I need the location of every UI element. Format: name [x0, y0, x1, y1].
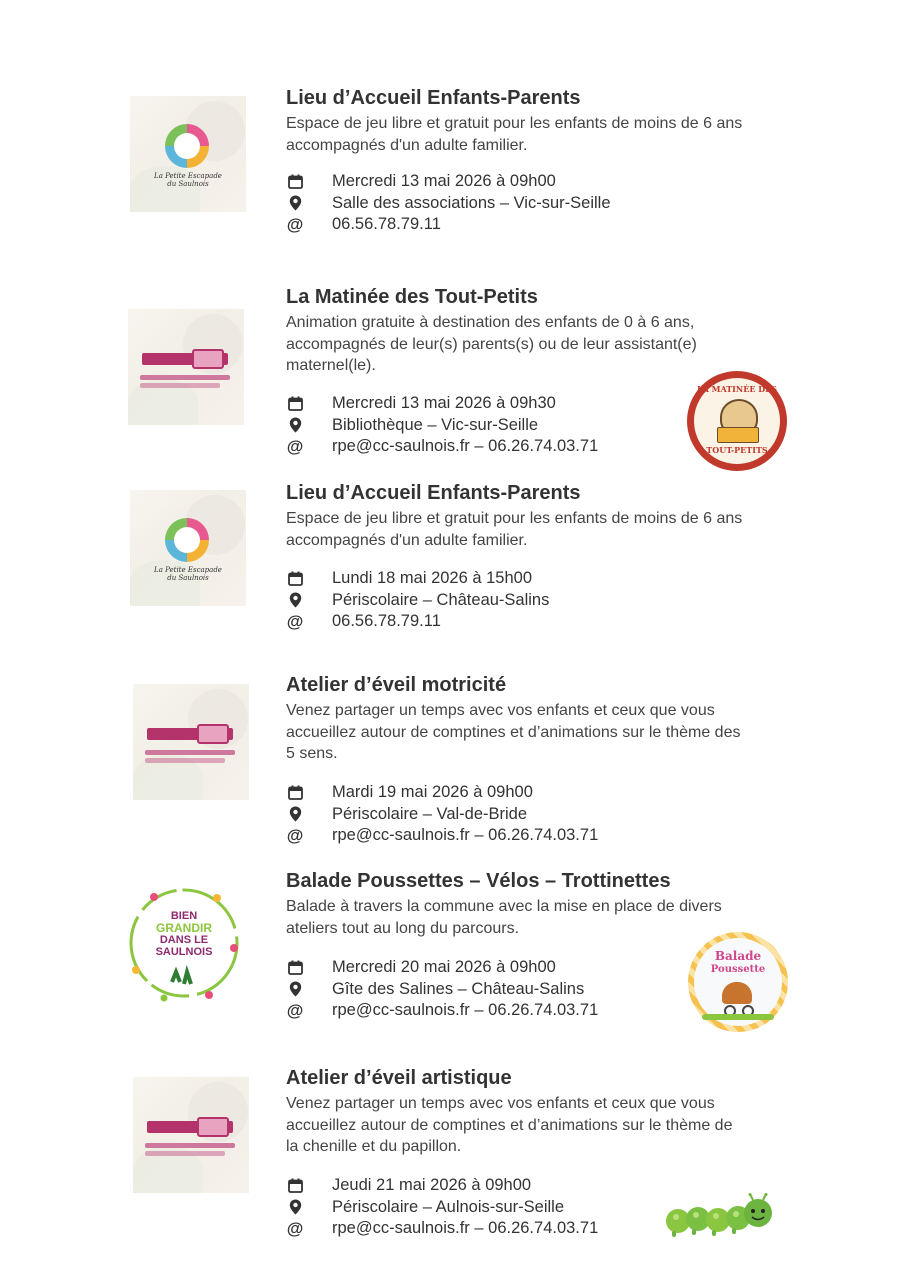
event-4 — [286, 673, 798, 845]
event-title: Atelier d’éveil motricité — [286, 674, 507, 696]
event-description: Venez partager un temps avec vos enfants et ceux que vous accueillez autour de comptines et d’animations sur le thème des 5 sens. — [286, 702, 741, 762]
event-place: Périscolaire – Val-de-Bride — [286, 804, 766, 826]
map-pin-icon — [286, 193, 304, 214]
map-pin-icon — [286, 1197, 304, 1218]
lape-logo — [165, 518, 209, 562]
event-title: Lieu d’Accueil Enfants-Parents — [286, 482, 581, 504]
map-pin-icon — [286, 415, 304, 436]
at-icon: @ — [286, 611, 304, 631]
event-description: Espace de jeu libre et gratuit pour les enfants de moins de 6 ans accompagnés d'un adulte familier. — [286, 115, 743, 154]
rpe-thumbnail — [133, 684, 249, 800]
event-date: Mercredi 13 mai 2026 à 09h30 — [286, 393, 766, 415]
at-icon: @ — [286, 436, 304, 456]
event-date: Lundi 18 mai 2026 à 15h00 — [286, 568, 766, 590]
event-date: Mercredi 20 mai 2026 à 09h00 — [286, 957, 766, 979]
event-contact: @ rpe@cc-saulnois.fr – 06.26.74.03.71 — [286, 1000, 599, 1020]
map-pin-icon — [286, 590, 304, 611]
event-description: Venez partager un temps avec vos enfants et ceux que vous accueillez autour de comptines et d’animations sur le thème de la chenille et du papillon. — [286, 1095, 733, 1155]
matinee-logo: LA MATINÉE DES TOUT-PETITS — [687, 371, 787, 471]
event-place: Périscolaire – Château-Salins — [286, 590, 766, 612]
calendar-icon — [286, 568, 304, 589]
at-icon: @ — [286, 1000, 304, 1020]
event-3 — [286, 481, 798, 631]
event-contact: @ 06.56.78.79.11 — [286, 214, 441, 234]
stroller-icon — [722, 982, 752, 1004]
lape-thumbnail: La Petite Escapade du Saulnois — [130, 96, 246, 212]
event-description: Espace de jeu libre et gratuit pour les enfants de moins de 6 ans accompagnés d'un adulte familier. — [286, 510, 743, 549]
bus-icon — [197, 724, 229, 744]
balade-poussette-logo: Balade Poussette — [688, 932, 788, 1032]
event-contact: @ rpe@cc-saulnois.fr – 06.26.74.03.71 — [286, 1218, 599, 1238]
lape-logo — [165, 124, 209, 168]
calendar-icon — [286, 171, 304, 192]
event-place: Périscolaire – Aulnois-sur-Seille — [286, 1197, 766, 1219]
event-contact: @ rpe@cc-saulnois.fr – 06.26.74.03.71 — [286, 436, 599, 456]
event-date: Mercredi 13 mai 2026 à 09h00 — [286, 171, 766, 193]
bus-icon — [192, 349, 224, 369]
caterpillar-icon — [664, 1193, 776, 1239]
map-pin-icon — [286, 804, 304, 825]
event-date: Mardi 19 mai 2026 à 09h00 — [286, 782, 766, 804]
event-title: Balade Poussettes – Vélos – Trottinettes — [286, 870, 671, 892]
event-date: Jeudi 21 mai 2026 à 09h00 — [286, 1175, 766, 1197]
lape-thumbnail: La Petite Escapade du Saulnois — [130, 490, 246, 606]
rpe-thumbnail — [128, 309, 244, 425]
event-6 — [286, 1066, 798, 1238]
bien-grandir-logo: BIEN GRANDIR DANS LE SAULNOIS — [124, 880, 244, 1010]
map-pin-icon — [286, 979, 304, 1000]
event-5 — [286, 869, 798, 1020]
event-place: Bibliothèque – Vic-sur-Seille — [286, 415, 766, 437]
at-icon: @ — [286, 1218, 304, 1238]
bus-icon — [197, 1117, 229, 1137]
event-place: Gîte des Salines – Château-Salins — [286, 979, 766, 1001]
event-title: La Matinée des Tout-Petits — [286, 286, 538, 308]
calendar-icon — [286, 782, 304, 803]
calendar-icon — [286, 393, 304, 414]
at-icon: @ — [286, 214, 304, 234]
calendar-icon — [286, 957, 304, 978]
event-contact: @ 06.56.78.79.11 — [286, 611, 441, 631]
event-title: Lieu d’Accueil Enfants-Parents — [286, 87, 581, 109]
calendar-icon — [286, 1175, 304, 1196]
event-1 — [286, 86, 798, 234]
at-icon: @ — [286, 825, 304, 845]
event-description: Balade à travers la commune avec la mise en place de divers ateliers tout au long du parcours. — [286, 898, 722, 937]
event-title: Atelier d’éveil artistique — [286, 1067, 512, 1089]
event-place: Salle des associations – Vic-sur-Seille — [286, 193, 766, 215]
rpe-thumbnail — [133, 1077, 249, 1193]
event-description: Animation gratuite à destination des enfants de 0 à 6 ans, accompagnés de leur(s) parents(s) ou de leur assistant(e) maternel(le). — [286, 314, 697, 374]
event-2 — [286, 285, 798, 456]
event-contact: @ rpe@cc-saulnois.fr – 06.26.74.03.71 — [286, 825, 599, 845]
